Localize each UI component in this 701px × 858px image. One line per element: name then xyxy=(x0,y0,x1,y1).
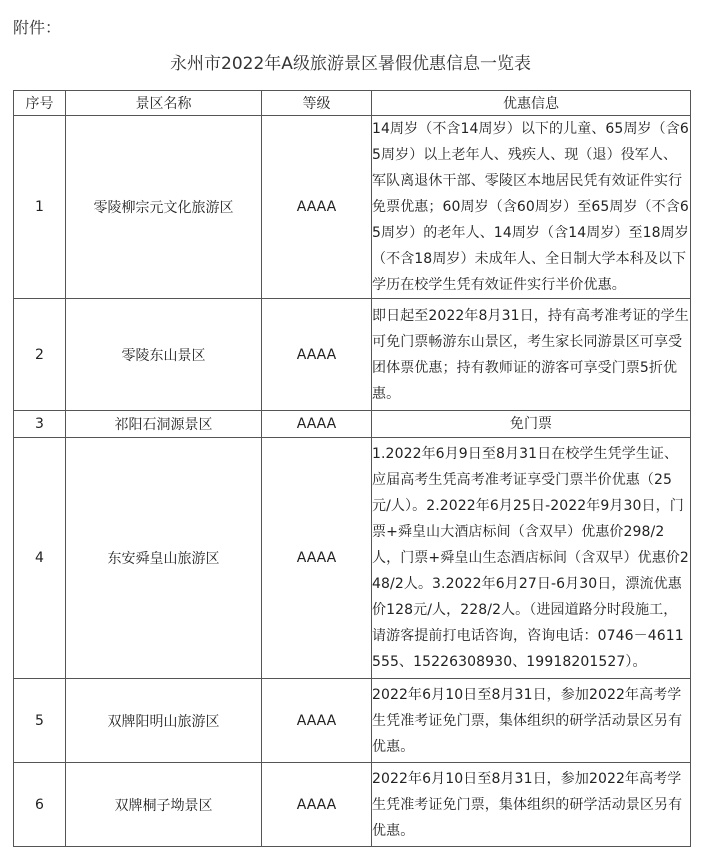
cell-no: 6 xyxy=(14,763,66,847)
table-row xyxy=(14,438,691,679)
table-row xyxy=(14,679,691,763)
table-row xyxy=(14,763,691,847)
table-row xyxy=(14,116,691,299)
cell-name: 东安舜皇山旅游区 xyxy=(66,438,262,679)
cell-info: 14周岁（不含14周岁）以下的儿童、65周岁（含65周岁）以上老年人、残疾人、现（退）役军人、军队离退休干部、零陵区本地居民凭有效证件实行免票优惠；60周岁（含60周岁）至65周岁（不含65周岁）的老年人、14周岁（含14周岁）至18周岁（不含18周岁）未成年人、全日制大学本科及以下学历在校学生凭有效证件实行半价优惠。 xyxy=(372,116,691,299)
header-no: 序号 xyxy=(14,91,66,116)
cell-no: 1 xyxy=(14,116,66,299)
cell-no: 3 xyxy=(14,411,66,438)
cell-info: 2022年6月10日至8月31日，参加2022年高考学生凭准考证免门票，集体组织的研学活动景区另有优惠。 xyxy=(372,679,691,763)
cell-info: 即日起至2022年8月31日，持有高考准考证的学生可免门票畅游东山景区，考生家长同游景区可享受团体票优惠；持有教师证的游客可享受门票5折优惠。 xyxy=(372,299,691,411)
header-name: 景区名称 xyxy=(66,91,262,116)
cell-level: AAAA xyxy=(262,763,372,847)
discount-table xyxy=(13,90,691,847)
table-row xyxy=(14,411,691,438)
cell-name: 祁阳石洞源景区 xyxy=(66,411,262,438)
cell-name: 双牌桐子坳景区 xyxy=(66,763,262,847)
cell-level: AAAA xyxy=(262,411,372,438)
cell-level: AAAA xyxy=(262,438,372,679)
header-level: 等级 xyxy=(262,91,372,116)
cell-no: 4 xyxy=(14,438,66,679)
header-info: 优惠信息 xyxy=(372,91,691,116)
cell-info: 免门票 xyxy=(372,411,691,438)
cell-name: 零陵柳宗元文化旅游区 xyxy=(66,116,262,299)
cell-no: 5 xyxy=(14,679,66,763)
page-title: 永州市2022年A级旅游景区暑假优惠信息一览表 xyxy=(170,54,531,74)
cell-level: AAAA xyxy=(262,116,372,299)
cell-name: 零陵东山景区 xyxy=(66,299,262,411)
cell-info: 1.2022年6月9日至8月31日在校学生凭学生证、应届高考生凭高考准考证享受门票半价优惠（25元/人）。2.2022年6月25日-2022年9月30日，门票+舜皇山大酒店标间（含双早）优惠价298/2人，门票+舜皇山生态酒店标间（含双早）优惠价248/2人。3.2022年6月27日-6月30日，漂流优惠价128元/人，228/2人。（进园道路分时段施工，请游客提前打电话咨询，咨询电话：0746－4611555、15226308930、19918201527）。 xyxy=(372,438,691,679)
cell-no: 2 xyxy=(14,299,66,411)
cell-info: 2022年6月10日至8月31日，参加2022年高考学生凭准考证免门票，集体组织的研学活动景区另有优惠。 xyxy=(372,763,691,847)
cell-level: AAAA xyxy=(262,679,372,763)
table-row xyxy=(14,299,691,411)
cell-level: AAAA xyxy=(262,299,372,411)
cell-name: 双牌阳明山旅游区 xyxy=(66,679,262,763)
table-header-row xyxy=(14,91,691,116)
attachment-label: 附件： xyxy=(13,18,62,37)
